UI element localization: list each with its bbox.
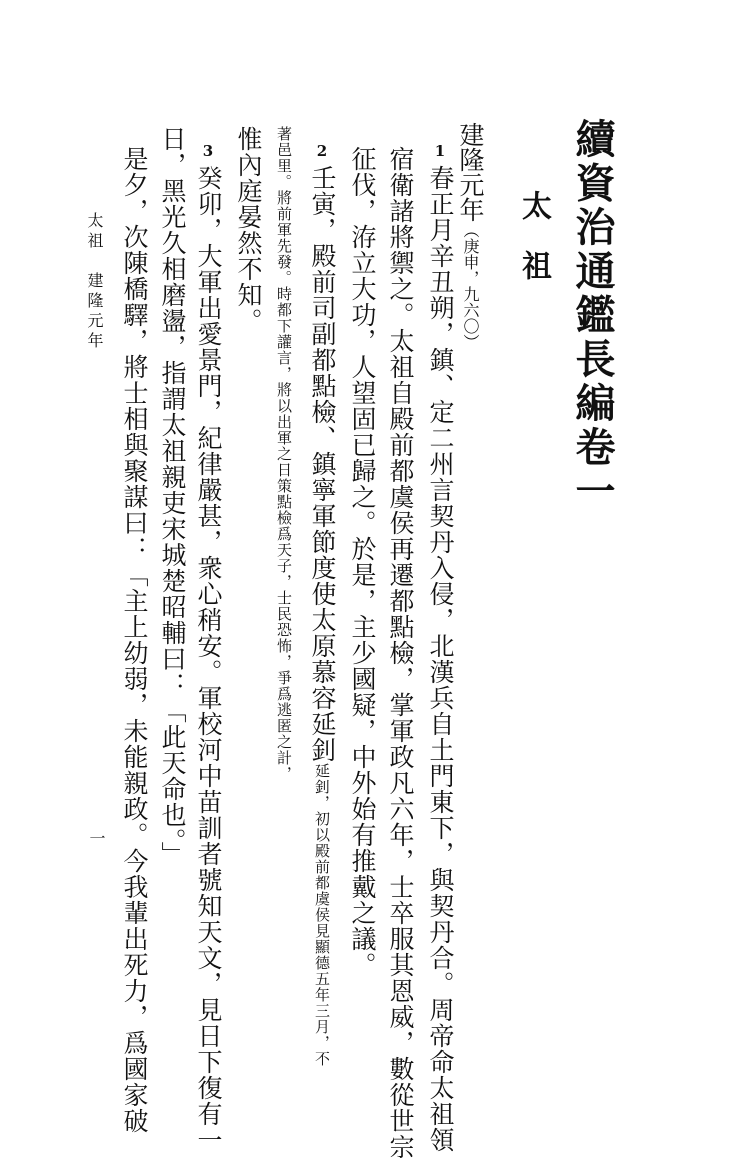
column-text: 宿衛諸將禦之。太祖自殿前都虞侯再遷都點檢，掌軍政凡六年，士卒服其恩威，數從世宗 xyxy=(386,146,415,1160)
inline-note: 延釗，初以殿前都虞侯見顯德五年三月，不 xyxy=(313,763,331,1067)
text-column-2 xyxy=(388,142,413,1160)
reign-year-heading xyxy=(458,122,483,350)
book-title: 續資治通鑑長編卷一 xyxy=(569,118,616,514)
running-head: 太祖 建隆元年 xyxy=(85,212,104,352)
text-column-3 xyxy=(350,142,375,978)
column-text: 惟內庭晏然不知。 xyxy=(234,126,263,334)
reign-year: 建隆元年 xyxy=(456,122,485,222)
juan-heading: 太祖 xyxy=(516,190,551,310)
text-column-5 xyxy=(272,122,297,782)
text-column-4 xyxy=(310,142,335,1067)
entry-number: 3 xyxy=(199,142,217,161)
inline-note: 著邑里。將前軍先發。時都下讙言，將以出軍之日策點檢爲天子，士民恐怖，爭爲逃匿之計， xyxy=(275,126,293,782)
text-column-8 xyxy=(160,122,185,868)
text-column-7 xyxy=(196,142,221,1153)
column-text: 征伐，洊立大功，人望固已歸之。於是，主少國疑，中外始有推戴之議。 xyxy=(348,146,377,978)
entry-number: 1 xyxy=(431,142,449,161)
column-text: 日，黑光久相磨盪，指謂太祖親吏宋城楚昭輔曰：「此天命也。」 xyxy=(158,126,187,868)
column-text: 癸卯，大軍出愛景門，紀律嚴甚，衆心稍安。軍校河中苗訓者號知天文，見日下復有一 xyxy=(194,165,223,1153)
text-column-9 xyxy=(122,142,147,1134)
page-number: 一 xyxy=(87,830,106,846)
column-text: 壬寅，殿前司副都點檢、鎮寧軍節度使太原慕容延釗 xyxy=(308,165,337,763)
entry-number: 2 xyxy=(313,142,331,161)
column-text: 春正月辛丑朔，鎮、定二州言契丹入侵，北漢兵自土門東下，與契丹合。周帝命太祖領 xyxy=(426,165,455,1153)
text-column-1 xyxy=(428,142,453,1153)
column-text: 是夕，次陳橋驛，將士相與聚謀曰：「主上幼弱，未能親政。今我輩出死力，爲國家破 xyxy=(120,146,149,1134)
text-column-6 xyxy=(236,122,261,334)
reign-year-note: （庚申，九六〇） xyxy=(461,222,480,350)
